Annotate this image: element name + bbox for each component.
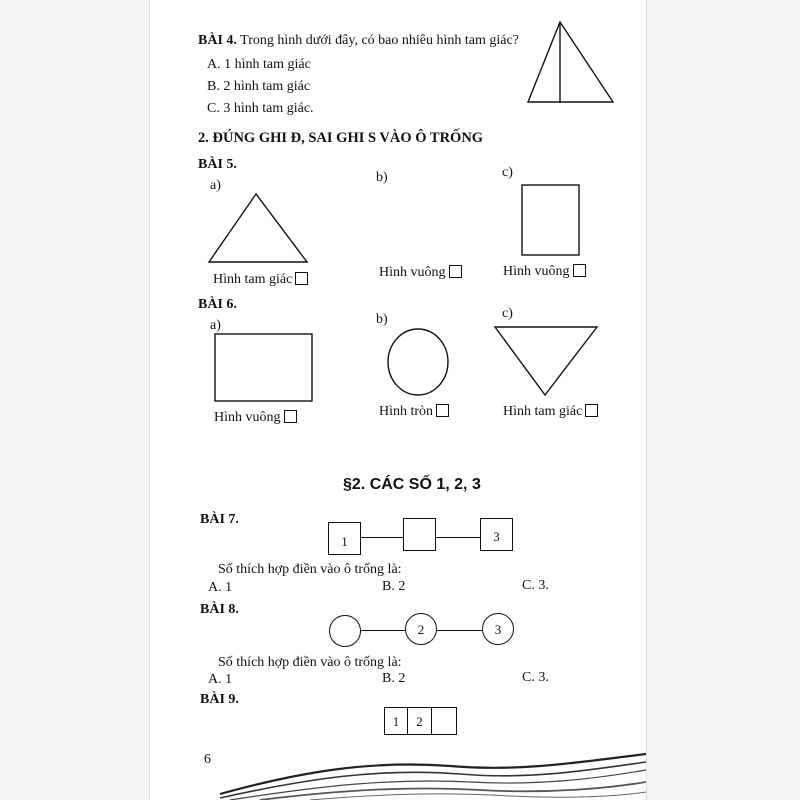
bai7-option-c: C. 3. — [522, 578, 549, 593]
bai8-option-c: C. 3. — [522, 670, 549, 685]
bai8-circle-blank[interactable] — [329, 615, 361, 647]
bai4-title: BÀI 4. — [198, 33, 237, 48]
page-number: 6 — [204, 752, 211, 767]
bai7-prompt: Số thích hợp điền vào ô trống là: — [218, 562, 402, 577]
bai6-a-answer-box[interactable] — [284, 410, 297, 423]
bai6-a-caption-row — [214, 410, 297, 426]
bai7-box-1: 1 — [328, 522, 361, 555]
bai6-a-letter: a) — [210, 318, 221, 333]
bai6-rectangle — [214, 333, 314, 403]
bai6-title: BÀI 6. — [198, 297, 237, 312]
bai5-c-answer-box[interactable] — [573, 264, 586, 277]
bai7-title: BÀI 7. — [200, 512, 239, 527]
bai5-triangle — [207, 192, 309, 264]
bai5-a-caption-row — [213, 272, 308, 288]
bai5-a-caption: Hình tam giác — [213, 272, 293, 287]
bai6-b-letter: b) — [376, 312, 388, 327]
bai6-c-caption-row — [503, 404, 598, 420]
bai8-circle-2: 2 — [405, 613, 437, 645]
bai9-cell-1: 1 — [384, 707, 408, 735]
bai5-b-answer-box[interactable] — [449, 265, 462, 278]
footer-wave-decoration — [220, 752, 646, 800]
bai6-a-caption: Hình vuông — [214, 410, 281, 425]
bai7-option-b: B. 2 — [382, 579, 406, 594]
bai5-c-caption-row — [503, 264, 586, 280]
bai6-c-caption: Hình tam giác — [503, 404, 583, 419]
bai6-b-caption: Hình tròn — [379, 404, 434, 419]
bai4-question: Trong hình dưới đây, có bao nhiêu hình tam giác? — [240, 33, 519, 48]
bai6-circle — [386, 327, 452, 397]
bai5-b-letter: b) — [376, 170, 388, 185]
bai4-triangle-figure — [525, 22, 615, 104]
bai8-circle-3: 3 — [482, 613, 514, 645]
bai6-c-letter: c) — [502, 306, 513, 321]
bai7-box-blank[interactable] — [403, 518, 436, 551]
bai9-cell-blank[interactable] — [431, 707, 457, 735]
bai5-title: BÀI 5. — [198, 157, 237, 172]
bai4-option-b: B. 2 hình tam giác — [207, 79, 311, 94]
bai5-a-letter: a) — [210, 178, 221, 193]
bai5-b-caption: Hình vuông — [379, 265, 446, 280]
bai6-b-answer-box[interactable] — [436, 404, 449, 417]
bai8-option-b: B. 2 — [382, 671, 406, 686]
bai8-title: BÀI 8. — [200, 602, 239, 617]
bai6-inverted-triangle — [493, 325, 599, 397]
bai5-square — [521, 184, 581, 256]
bai8-option-a: A. 1 — [208, 672, 233, 687]
bai5-c-letter: c) — [502, 165, 513, 180]
section2-heading: 2. ĐÚNG GHI Đ, SAI GHI S VÀO Ô TRỐNG — [198, 130, 484, 146]
bai5-b-empty-figure — [382, 190, 442, 250]
bai4-option-a: A. 1 hình tam giác — [207, 57, 311, 72]
bai4-option-c: C. 3 hình tam giác. — [207, 101, 314, 116]
bai5-a-answer-box[interactable] — [295, 272, 308, 285]
bai9-title: BÀI 9. — [200, 692, 239, 707]
bai6-c-answer-box[interactable] — [585, 404, 598, 417]
worksheet-page — [150, 0, 646, 800]
bai8-prompt: Số thích hợp điền vào ô trống là: — [218, 655, 402, 670]
bai5-b-caption-row — [379, 265, 462, 281]
bai7-box-3: 3 — [480, 518, 513, 551]
bai4-question-line — [198, 33, 519, 49]
bai5-c-caption: Hình vuông — [503, 264, 570, 279]
bai6-b-caption-row — [379, 404, 449, 420]
bai9-cell-2: 2 — [407, 707, 432, 735]
chapter-heading: §2. CÁC SỐ 1, 2, 3 — [343, 476, 481, 493]
bai7-option-a: A. 1 — [208, 580, 233, 595]
